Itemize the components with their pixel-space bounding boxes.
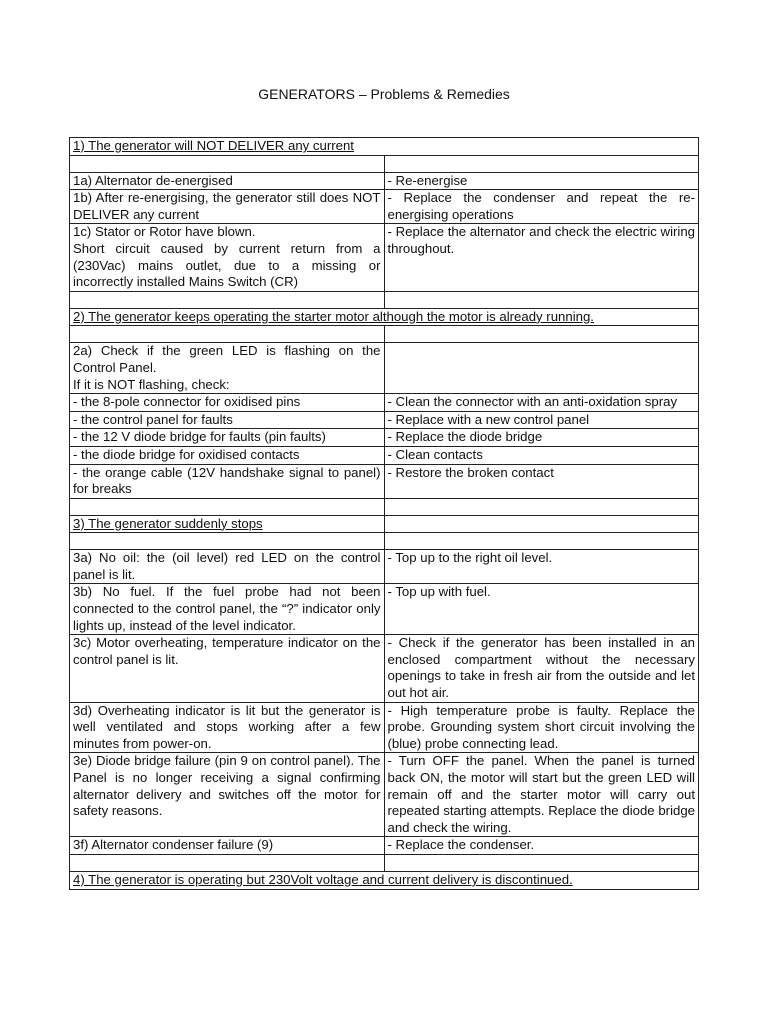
- problem-remedy-row: [70, 464, 699, 498]
- section-heading-cell: [70, 871, 699, 889]
- problem-cell: - the diode bridge for oxidised contacts: [70, 446, 385, 464]
- section-heading: 2) The generator keeps operating the starter motor although the motor is already running.: [73, 308, 594, 324]
- section-heading-cell: [70, 515, 385, 533]
- empty-cell: [70, 533, 385, 550]
- problem-cell: - the control panel for faults: [70, 411, 385, 429]
- section-heading: 3) The generator suddenly stops: [73, 515, 263, 531]
- problem-cell: 3f) Alternator condenser failure (9): [70, 837, 385, 855]
- problem-cell: - the 12 V diode bridge for faults (pin faults): [70, 429, 385, 447]
- empty-cell: [70, 498, 385, 515]
- section-heading-cell: [70, 308, 699, 326]
- problem-remedy-row: [70, 753, 699, 837]
- problem-cell: 1b) After re-energising, the generator still does NOT DELIVER any current: [70, 190, 385, 224]
- section-heading-row: [70, 138, 699, 156]
- spacer-row: [70, 326, 699, 343]
- problem-cell: 1a) Alternator de-energised: [70, 172, 385, 190]
- problem-cell: 3b) No fuel. If the fuel probe had not been connected to the control panel, the “?” indicator only lights up, instead of the level indicator.: [70, 584, 385, 635]
- problem-remedy-row: [70, 172, 699, 190]
- empty-cell: [384, 326, 699, 343]
- problems-remedies-table: [69, 137, 699, 890]
- spacer-row: [70, 854, 699, 871]
- problem-remedy-row: [70, 635, 699, 702]
- problem-remedy-row: [70, 446, 699, 464]
- problem-remedy-row: [70, 584, 699, 635]
- problem-remedy-row: [70, 190, 699, 224]
- remedy-cell: - Replace with a new control panel: [384, 411, 699, 429]
- problem-remedy-row: [70, 550, 699, 584]
- remedy-cell: - Clean the connector with an anti-oxidation spray: [384, 394, 699, 412]
- empty-cell: [384, 155, 699, 172]
- problem-cell: 1c) Stator or Rotor have blown. Short circuit caused by current return from a (230Vac) mains outlet, due to a missing or incorrectly installed Mains Switch (CR): [70, 224, 385, 291]
- problem-cell: 3a) No oil: the (oil level) red LED on the control panel is lit.: [70, 550, 385, 584]
- section-heading-cell: [70, 138, 699, 156]
- remedy-cell: - Replace the diode bridge: [384, 429, 699, 447]
- empty-cell: [70, 854, 385, 871]
- problem-remedy-row: [70, 394, 699, 412]
- problem-remedy-row: [70, 429, 699, 447]
- spacer-row: [70, 533, 699, 550]
- problem-remedy-row: [70, 702, 699, 753]
- problem-remedy-row: [70, 343, 699, 394]
- empty-cell: [384, 854, 699, 871]
- remedy-cell: - Replace the alternator and check the electric wiring throughout.: [384, 224, 699, 291]
- problem-cell: - the orange cable (12V handshake signal to panel) for breaks: [70, 464, 385, 498]
- remedy-cell: - Re-energise: [384, 172, 699, 190]
- spacer-row: [70, 498, 699, 515]
- remedy-cell: - Check if the generator has been installed in an enclosed compartment without the necessary openings to take in fresh air from the outside and let out hot air.: [384, 635, 699, 702]
- spacer-row: [70, 291, 699, 308]
- empty-cell: [70, 326, 385, 343]
- remedy-cell: - Replace the condenser and repeat the re-energising operations: [384, 190, 699, 224]
- remedy-cell: - Clean contacts: [384, 446, 699, 464]
- remedy-cell: [384, 343, 699, 394]
- empty-cell: [384, 515, 699, 533]
- empty-cell: [70, 155, 385, 172]
- problem-remedy-row: [70, 837, 699, 855]
- remedy-cell: - Restore the broken contact: [384, 464, 699, 498]
- problem-cell: 3e) Diode bridge failure (pin 9 on control panel). The Panel is no longer receiving a signal confirming alternator delivery and switches off the motor for safety reasons.: [70, 753, 385, 837]
- remedy-cell: - High temperature probe is faulty. Replace the probe. Grounding system short circuit involving the (blue) probe connecting lead.: [384, 702, 699, 753]
- remedy-cell: - Top up with fuel.: [384, 584, 699, 635]
- section-heading: 1) The generator will NOT DELIVER any current: [73, 138, 354, 153]
- section-heading-row: [70, 871, 699, 889]
- remedy-cell: - Turn OFF the panel. When the panel is turned back ON, the motor will start but the green LED will remain off and the starter motor will carry out repeated starting attempts. Replace the diode bridge and check the wiring.: [384, 753, 699, 837]
- section-heading-row: [70, 515, 699, 533]
- section-heading: 4) The generator is operating but 230Volt voltage and current delivery is discontinued.: [73, 871, 573, 887]
- empty-cell: [70, 291, 385, 308]
- empty-cell: [384, 291, 699, 308]
- remedy-cell: - Replace the condenser.: [384, 837, 699, 855]
- problem-cell: - the 8-pole connector for oxidised pins: [70, 394, 385, 412]
- problem-cell: 3c) Motor overheating, temperature indicator on the control panel is lit.: [70, 635, 385, 702]
- problem-cell: 3d) Overheating indicator is lit but the generator is well ventilated and stops working after a few minutes from power-on.: [70, 702, 385, 753]
- problem-remedy-row: [70, 411, 699, 429]
- spacer-row: [70, 155, 699, 172]
- empty-cell: [384, 498, 699, 515]
- document-title: GENERATORS – Problems & Remedies: [258, 86, 510, 102]
- section-heading-row: [70, 308, 699, 326]
- problem-remedy-row: [70, 224, 699, 291]
- remedy-cell: - Top up to the right oil level.: [384, 550, 699, 584]
- empty-cell: [384, 533, 699, 550]
- problem-cell: 2a) Check if the green LED is flashing on the Control Panel. If it is NOT flashing, check:: [70, 343, 385, 394]
